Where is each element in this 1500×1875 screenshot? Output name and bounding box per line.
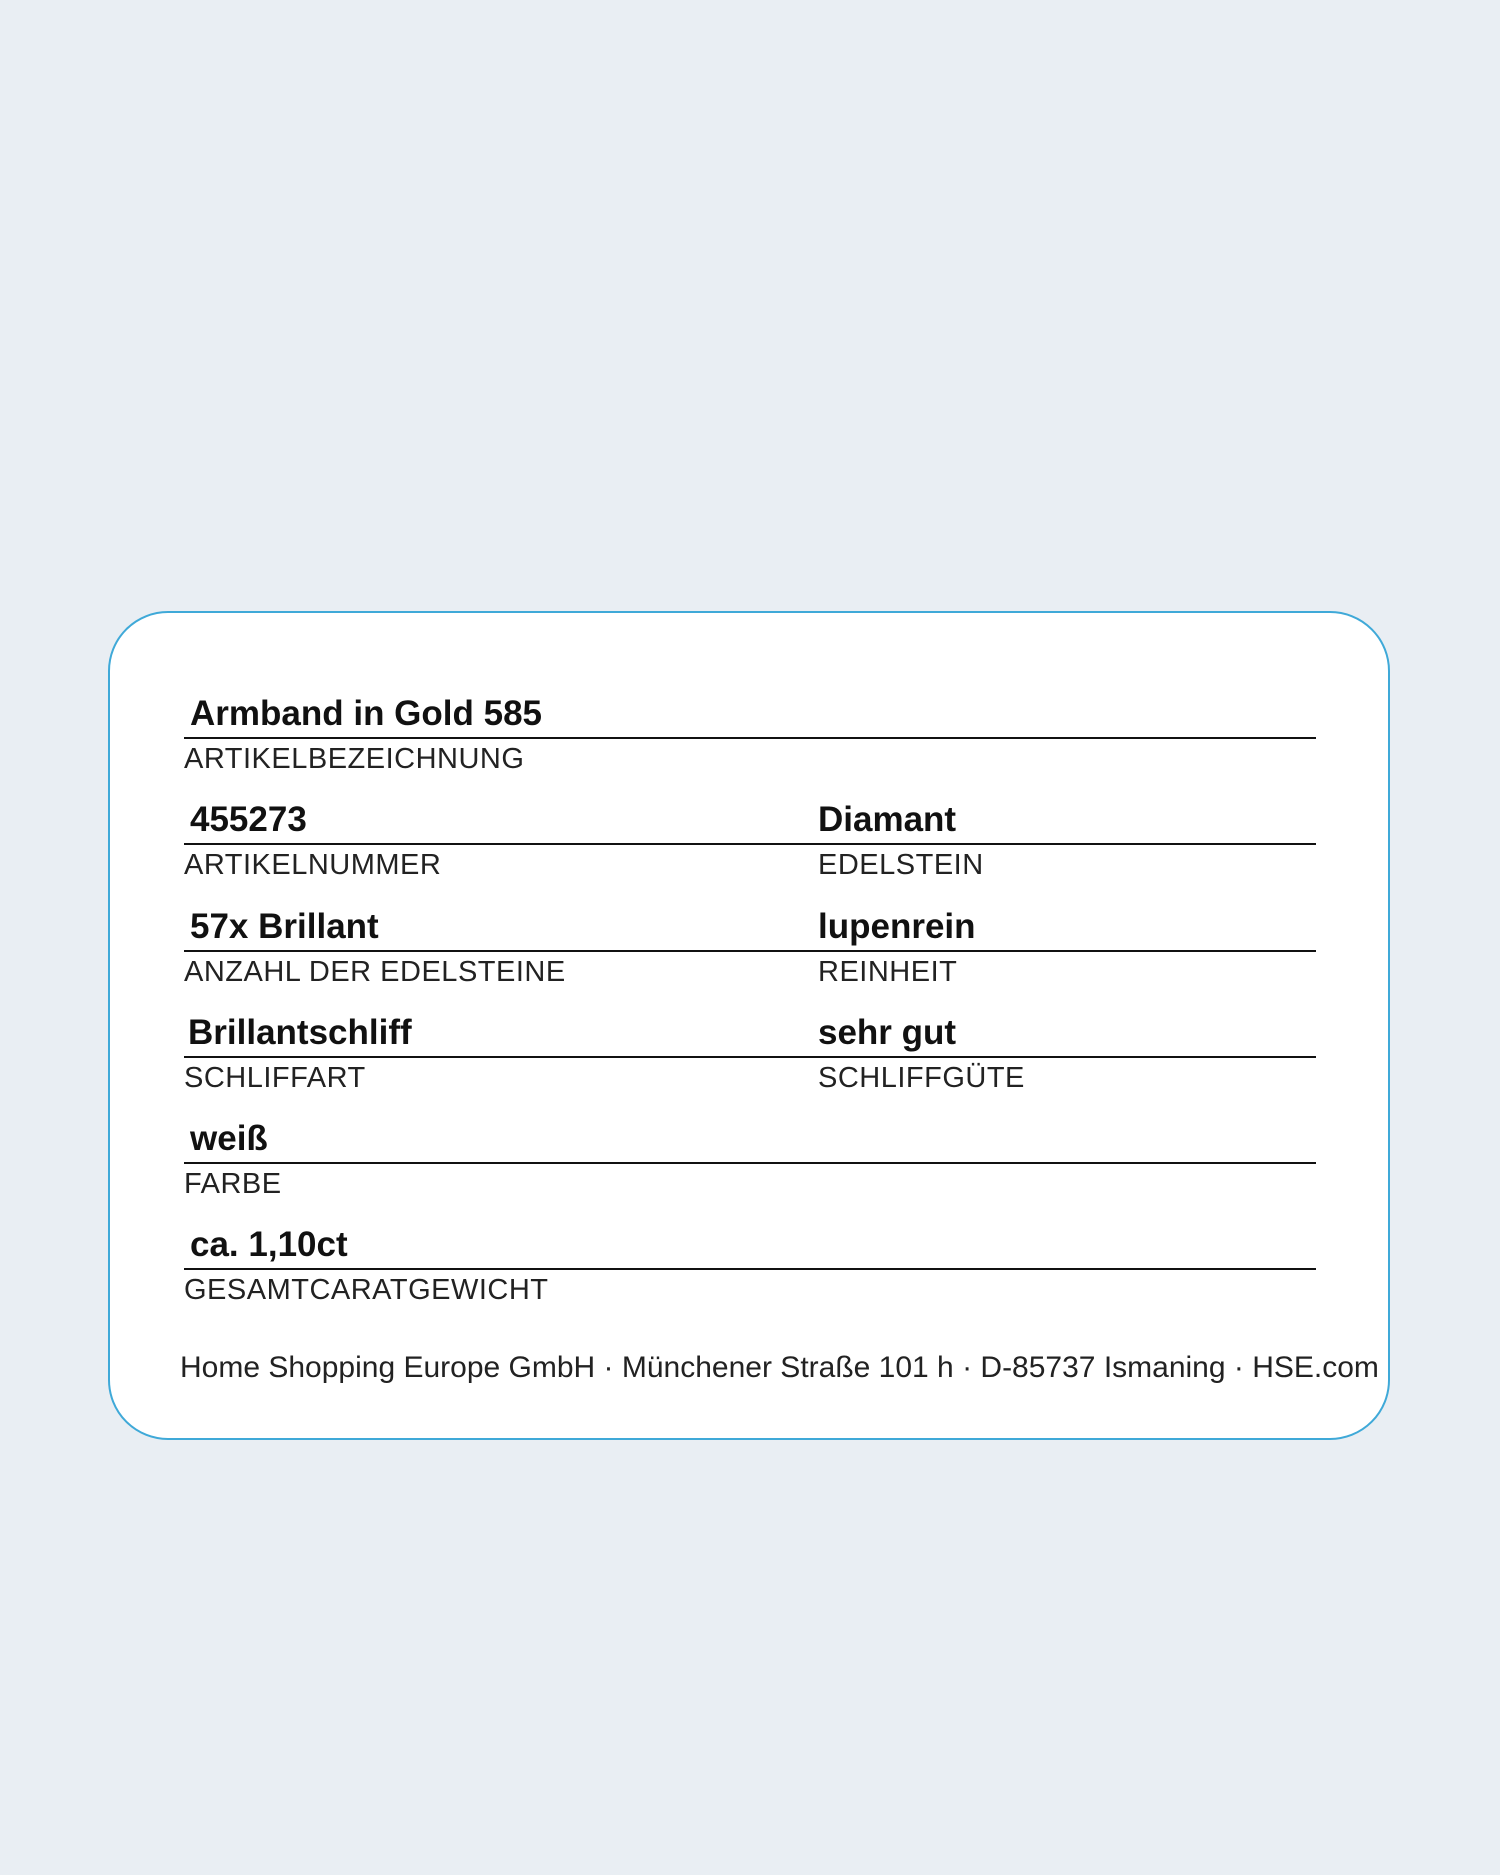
- clarity-value: lupenrein: [818, 907, 976, 946]
- cut-grade-rule: [817, 1056, 1316, 1058]
- article-number-value: 455273: [190, 800, 307, 839]
- article-number-rule: [184, 843, 817, 845]
- designation-field: [184, 694, 1316, 775]
- clarity-rule: [817, 950, 1316, 952]
- cut-grade-value: sehr gut: [818, 1013, 957, 1052]
- company-footer: Home Shopping Europe GmbH · Münchener Straße 101 h · D-85737 Ismaning · HSE.com: [180, 1351, 1379, 1384]
- stone-count-field: [184, 907, 817, 988]
- designation-rule: [184, 737, 1316, 739]
- total-carat-field: [184, 1225, 1316, 1306]
- cut-grade-label: SCHLIFFGÜTE: [818, 1062, 1025, 1094]
- total-carat-rule: [184, 1268, 1316, 1270]
- gemstone-value: Diamant: [818, 800, 957, 839]
- cut-type-label: SCHLIFFART: [184, 1062, 366, 1094]
- cut-type-value: Brillantschliff: [188, 1013, 412, 1052]
- gemstone-field: [817, 800, 1316, 881]
- gemstone-label: EDELSTEIN: [818, 849, 984, 881]
- stone-count-label: ANZAHL DER EDELSTEINE: [184, 956, 566, 988]
- clarity-label: REINHEIT: [818, 956, 958, 988]
- designation-label: ARTIKELBEZEICHNUNG: [184, 743, 525, 775]
- designation-value: Armband in Gold 585: [190, 694, 542, 733]
- total-carat-label: GESAMTCARATGEWICHT: [184, 1274, 549, 1306]
- certificate-card: [108, 611, 1390, 1440]
- color-rule: [184, 1162, 1316, 1164]
- stone-count-rule: [184, 950, 817, 952]
- cut-type-field: [184, 1013, 817, 1094]
- color-value: weiß: [190, 1119, 268, 1158]
- cut-type-rule: [184, 1056, 817, 1058]
- stone-count-value: 57x Brillant: [190, 907, 379, 946]
- color-label: FARBE: [184, 1168, 282, 1200]
- cut-grade-field: [817, 1013, 1316, 1094]
- clarity-field: [817, 907, 1316, 988]
- article-number-label: ARTIKELNUMMER: [184, 849, 442, 881]
- color-field: [184, 1119, 1316, 1200]
- gemstone-rule: [817, 843, 1316, 845]
- total-carat-value: ca. 1,10ct: [190, 1225, 348, 1264]
- article-number-field: [184, 800, 817, 881]
